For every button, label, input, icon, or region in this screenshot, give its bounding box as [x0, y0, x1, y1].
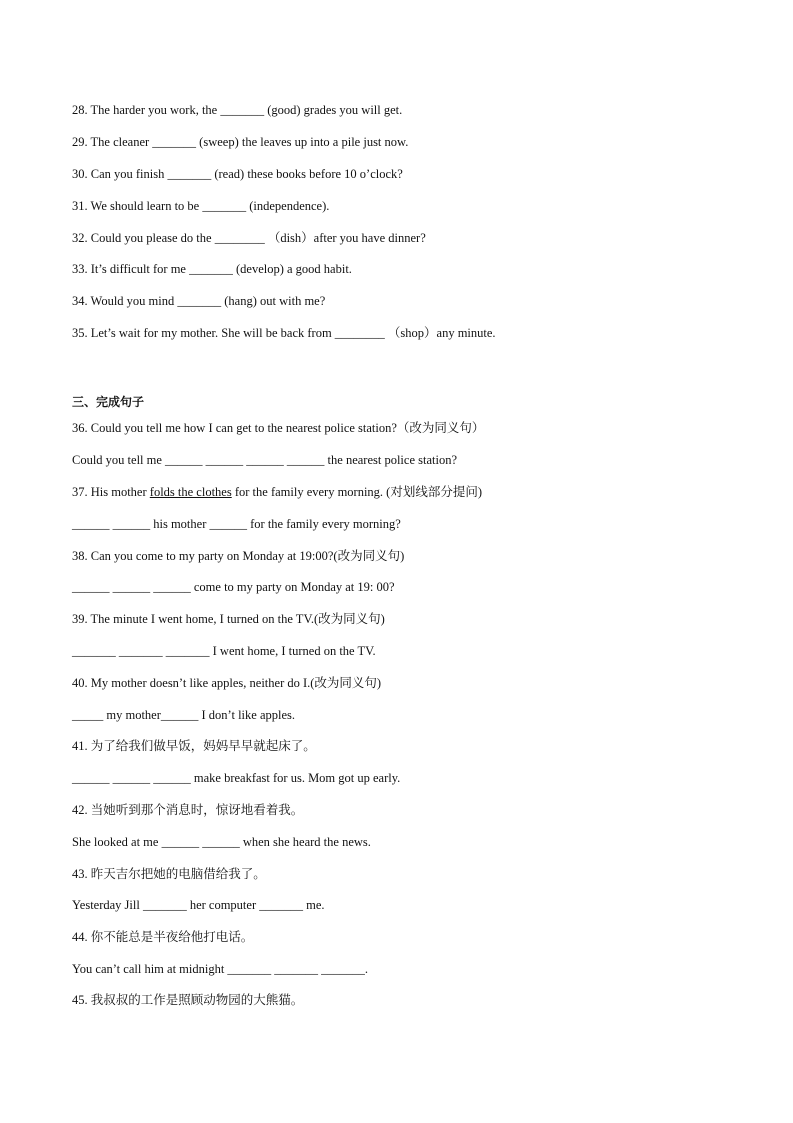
- answer-line-37: ______ ______ his mother ______ for the family every morning?: [72, 517, 401, 531]
- question-number: 39.: [72, 612, 88, 626]
- question-number: 32.: [72, 231, 88, 245]
- question-number: 41.: [72, 739, 88, 753]
- question-number: 43.: [72, 867, 88, 881]
- question-32: [72, 230, 426, 246]
- question-29: [72, 134, 408, 150]
- question-text: 为了给我们做早饭，妈妈早早就起床了。: [90, 739, 316, 753]
- question-text: We should learn to be _______ (independence).: [90, 199, 330, 213]
- answer-line-42: She looked at me ______ ______ when she heard the news.: [72, 835, 371, 849]
- question-number: 45.: [72, 993, 88, 1007]
- question-text: It’s difficult for me _______ (develop) a good habit.: [90, 262, 352, 276]
- answer-line-39: _______ _______ _______ I went home, I turned on the TV.: [72, 644, 376, 658]
- question-number: 30.: [72, 167, 88, 181]
- section-heading: 三、完成句子: [72, 395, 145, 409]
- question-34: [72, 293, 325, 309]
- question-45: [72, 992, 303, 1008]
- question-43: [72, 866, 266, 882]
- question-number: 40.: [72, 676, 88, 690]
- underlined-phrase: folds the clothes: [149, 485, 232, 499]
- question-number: 34.: [72, 294, 88, 308]
- question-text: The minute I went home, I turned on the TV.(改为同义句): [90, 612, 385, 626]
- question-31: [72, 198, 329, 214]
- question-number: 42.: [72, 803, 88, 817]
- answer-line-41: ______ ______ ______ make breakfast for us. Mom got up early.: [72, 771, 401, 785]
- question-text: Let’s wait for my mother. She will be back from ________ （shop）any minute.: [90, 326, 496, 340]
- question-number: 29.: [72, 135, 88, 149]
- question-text: The cleaner _______ (sweep) the leaves up into a pile just now.: [90, 135, 409, 149]
- question-41: [72, 738, 316, 754]
- question-number: 31.: [72, 199, 88, 213]
- question-text: Can you come to my party on Monday at 19:00?(改为同义句): [90, 549, 405, 563]
- answer-line-40: _____ my mother______ I don’t like apples.: [72, 708, 296, 722]
- question-37: [72, 484, 482, 500]
- question-number: 35.: [72, 326, 88, 340]
- answer-line-38: ______ ______ ______ come to my party on Monday at 19: 00?: [72, 580, 395, 594]
- question-number: 36.: [72, 421, 88, 435]
- answer-line-36: Could you tell me ______ ______ ______ ______ the nearest police station?: [72, 453, 458, 467]
- question-number: 33.: [72, 262, 88, 276]
- question-text: My mother doesn’t like apples, neither do I.(改为同义句): [90, 676, 382, 690]
- question-number: 44.: [72, 930, 88, 944]
- question-30: [72, 166, 403, 182]
- question-number: 28.: [72, 103, 88, 117]
- question-text: 当她听到那个消息时，惊讶地看着我。: [90, 803, 304, 817]
- question-text: The harder you work, the _______ (good) grades you will get.: [90, 103, 403, 117]
- question-40: [72, 675, 381, 691]
- answer-line-43: Yesterday Jill _______ her computer _______ me.: [72, 898, 325, 912]
- question-text: 你不能总是半夜给他打电话。: [90, 930, 254, 944]
- answer-line-44: You can’t call him at midnight _______ _______ _______.: [72, 962, 369, 976]
- question-42: [72, 802, 303, 818]
- question-text: Would you mind _______ (hang) out with me?: [90, 294, 326, 308]
- question-text: 昨天吉尔把她的电脑借给我了。: [90, 867, 266, 881]
- question-number: 38.: [72, 549, 88, 563]
- question-35: [72, 325, 496, 341]
- question-39: [72, 611, 385, 627]
- question-text: Could you tell me how I can get to the nearest police station?（改为同义句）: [90, 421, 485, 435]
- question-33: [72, 261, 352, 277]
- question-text: Can you finish _______ (read) these books before 10 o’clock?: [90, 167, 403, 181]
- question-text: 我叔叔的工作是照顾动物园的大熊猫。: [90, 993, 304, 1007]
- question-44: [72, 929, 253, 945]
- question-text-pre: His mother: [90, 485, 150, 499]
- question-text: Could you please do the ________ （dish）after you have dinner?: [90, 231, 426, 245]
- question-36: [72, 420, 484, 436]
- question-38: [72, 548, 404, 564]
- question-number: 37.: [72, 485, 88, 499]
- question-28: [72, 102, 402, 118]
- question-text-post: for the family every morning. (对划线部分提问): [231, 485, 483, 499]
